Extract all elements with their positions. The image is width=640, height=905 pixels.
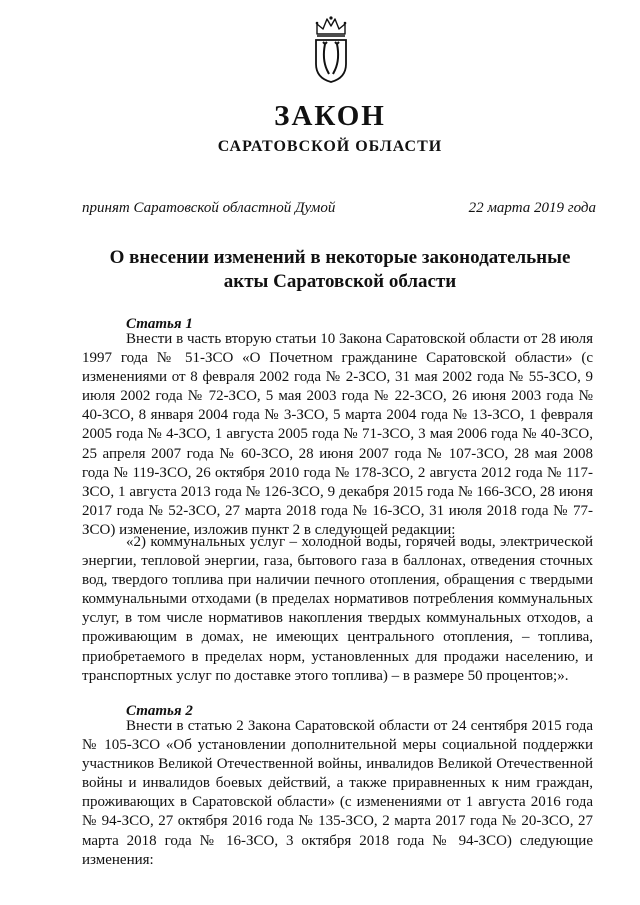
- document-subtitle: САРАТОВСКОЙ ОБЛАСТИ: [217, 138, 443, 155]
- document-title: ЗАКОН: [274, 100, 386, 132]
- coat-of-arms-icon: [311, 14, 351, 84]
- law-heading: [60, 246, 620, 294]
- law-heading-line: акты Саратовской области: [223, 271, 457, 292]
- article-2-title: Статья 2: [126, 703, 193, 719]
- article-2-text: Внести в статью 2 Закона Саратовской области от 24 сентября 2015 года № 105-ЗСО «Об установлении дополнительной меры социальной поддержки участников Великой Отечественной войны, инвалидов Великой Отечественной войны и инвалидов боевых действий, а также приравненных к ним граждан, проживающих в Саратовской области» (с изменениями от 1 августа 2016 года № 94-ЗСО, 27 октября 2016 года № 135-ЗСО, 2 марта 2017 года № 20-ЗСО, 27 марта 2018 года № 16-ЗСО, 3 октября 2018 года № 94-ЗСО) следующие изменения:: [82, 718, 593, 868]
- article-1-quote: «2) коммунальных услуг – холодной воды, горячей воды, электрической энергии, тепловой энергии, газа, бытового газа в баллонах, отведения сточных вод, твердого топлива при наличии печного отопления, обращения с твердыми коммунальными отходами (в пределах нормативов потребления коммунальных услуг, в том числе нормативов накопления твердых коммунальных отходов, а проживающим в домах, не имеющих центрального отопления, – топлива, приобретаемого в пределах норм, установленных для продажи населению, и транспортных услуг по доставке этого топлива) – в размере 50 процентов;».: [82, 534, 593, 684]
- article-1-title: Статья 1: [126, 316, 193, 332]
- article-1-text: Внести в часть вторую статьи 10 Закона Саратовской области от 28 июля 1997 года № 51-ЗСО «О Почетном гражданине Саратовской области» (с изменениями от 8 февраля 2002 года № 2-ЗСО, 31 мая 2002 года № 55-ЗСО, 9 июля 2002 года № 72-ЗСО, 5 мая 2003 года № 22-ЗСО, 26 июня 2003 года № 40-ЗСО, 8 января 2004 года № 3-ЗСО, 5 марта 2004 года № 13-ЗСО, 1 февраля 2005 года № 4-ЗСО, 1 августа 2005 года № 71-ЗСО, 3 мая 2006 года № 40-ЗСО, 25 апреля 2007 года № 60-ЗСО, 28 июня 2007 года № 107-ЗСО, 28 мая 2008 года № 119-ЗСО, 26 октября 2010 года № 178-ЗСО, 2 августа 2012 года № 117-ЗСО, 1 августа 2013 года № 126-ЗСО, 9 декабря 2015 года № 166-ЗСО, 28 июня 2017 года № 52-ЗСО, 27 марта 2018 года № 16-ЗСО, 31 июля 2018 года № 77-ЗСО) изменение, изложив пункт 2 в следующей редакции:: [82, 331, 593, 538]
- law-heading-line: О внесении изменений в некоторые законодательные: [109, 247, 571, 268]
- adopted-by: принят Саратовской областной Думой: [82, 200, 336, 216]
- adoption-date: 22 марта 2019 года: [468, 200, 596, 216]
